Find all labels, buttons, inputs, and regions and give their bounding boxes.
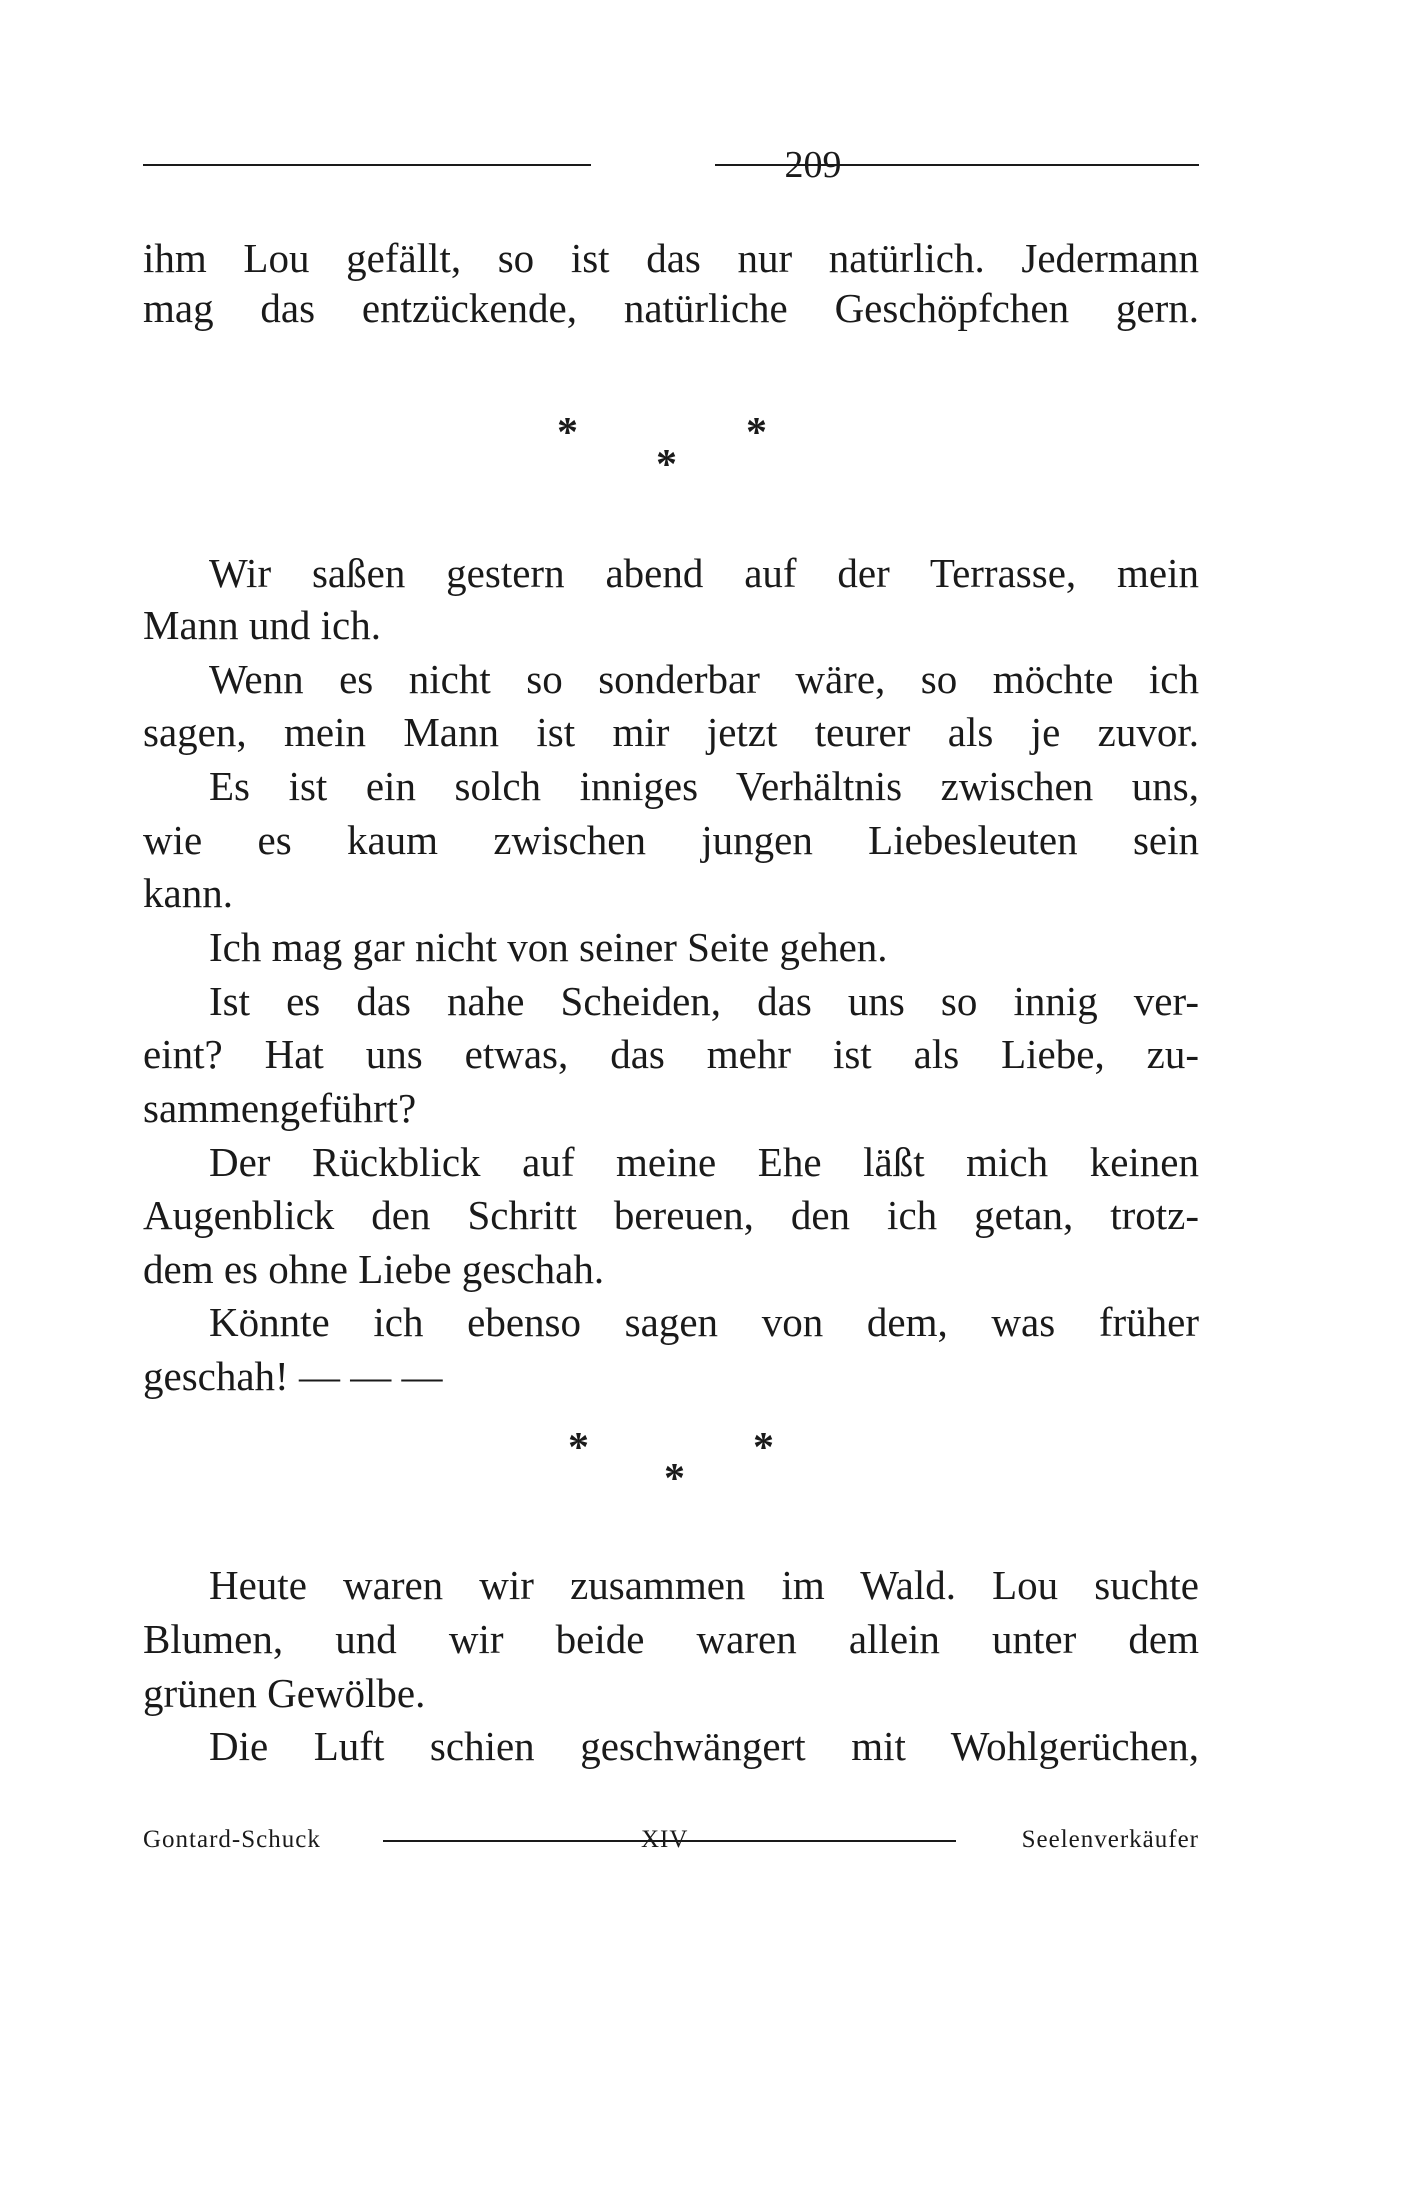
text-line: eint? Hat uns etwas, das mehr ist als Liebe, zu- — [143, 1031, 1199, 1077]
footer-rule-right — [731, 1840, 956, 1842]
page-header — [143, 140, 1199, 190]
footer-title: Seelenverkäufer — [1021, 1826, 1199, 1853]
separator-star: * — [746, 410, 767, 456]
text-line: mag das entzückende, natürliche Geschöpfchen gern. — [143, 285, 1199, 331]
separator-star: * — [568, 1425, 589, 1471]
page-footer — [143, 1820, 1199, 1860]
separator-star: * — [656, 442, 677, 488]
text-line: sammengeführt? — [143, 1085, 417, 1131]
text-line: sagen, mein Mann ist mir jetzt teurer als je zuvor. — [143, 709, 1199, 755]
text-line: wie es kaum zwischen jungen Liebesleuten sein — [143, 817, 1199, 863]
text-line: grünen Gewölbe. — [143, 1670, 426, 1716]
text-line: Wir saßen gestern abend auf der Terrasse, mein — [209, 550, 1199, 596]
text-line: Wenn es nicht so sonderbar wäre, so möchte ich — [209, 656, 1199, 702]
text-line: Ich mag gar nicht von seiner Seite gehen. — [209, 924, 888, 970]
footer-author: Gontard-Schuck — [143, 1826, 321, 1853]
text-line: dem es ohne Liebe geschah. — [143, 1246, 605, 1292]
footer-signature: XIV — [641, 1826, 689, 1853]
text-line: Heute waren wir zusammen im Wald. Lou suchte — [209, 1562, 1199, 1608]
separator-star: * — [557, 410, 578, 456]
text-line: geschah! — — — — [143, 1353, 443, 1399]
text-line: ihm Lou gefällt, so ist das nur natürlich. Jedermann — [143, 235, 1199, 281]
page-number: 209 — [784, 144, 842, 186]
text-line: Es ist ein solch inniges Verhältnis zwischen uns, — [209, 763, 1199, 809]
text-line: Blumen, und wir beide waren allein unter dem — [143, 1616, 1199, 1662]
separator-star: * — [664, 1456, 685, 1502]
text-line: kann. — [143, 870, 233, 916]
footer-rule-left — [383, 1840, 758, 1842]
header-rule-left — [143, 164, 591, 166]
text-line: Augenblick den Schritt bereuen, den ich getan, trotz- — [143, 1192, 1199, 1238]
text-line: Ist es das nahe Scheiden, das uns so innig ver- — [209, 978, 1199, 1024]
text-line: Der Rückblick auf meine Ehe läßt mich keinen — [209, 1139, 1199, 1185]
text-line: Könnte ich ebenso sagen von dem, was früher — [209, 1299, 1199, 1345]
text-line: Mann und ich. — [143, 602, 381, 648]
separator-star: * — [753, 1425, 774, 1471]
text-line: Die Luft schien geschwängert mit Wohlgerüchen, — [209, 1723, 1199, 1769]
header-rule-right — [715, 164, 1199, 166]
